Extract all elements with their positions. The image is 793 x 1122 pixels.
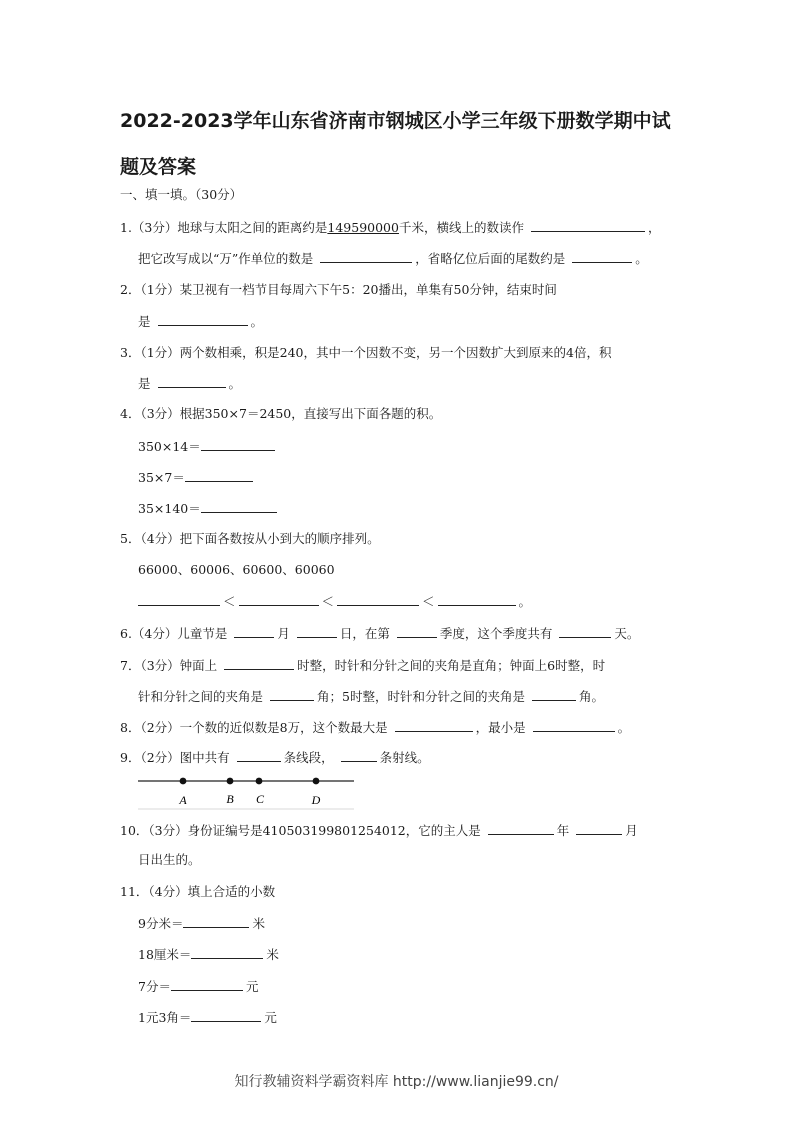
q11-item-2-text: 18厘米＝ xyxy=(138,947,192,962)
q3-text-b: 是 xyxy=(138,376,151,391)
less-than-sign: ＜ xyxy=(223,594,236,609)
q11-item-3-unit: 元 xyxy=(245,979,259,994)
q9-answer-blank-1[interactable] xyxy=(237,748,281,762)
question-11-prompt: 11．（4分）填上合适的小数 xyxy=(120,884,276,899)
q1-text-c: ， xyxy=(647,220,661,235)
q10-text-c: 月 xyxy=(625,823,638,838)
q10-text-b: 年 xyxy=(556,823,570,838)
q1-distance-number: 149590000 xyxy=(327,220,399,235)
q3-answer-blank[interactable] xyxy=(158,374,226,388)
question-10-line-2: 日出生的。 xyxy=(138,852,201,867)
question-7-line-1 xyxy=(120,656,605,675)
q8-answer-blank-2[interactable] xyxy=(533,718,615,732)
label-b: B xyxy=(226,792,234,806)
q4-item-2 xyxy=(138,468,256,487)
question-2-line-2 xyxy=(138,312,263,331)
q6-text-a: 6.（4分）儿童节是 xyxy=(120,626,228,641)
question-8 xyxy=(120,718,630,737)
q11-item-3-text: 7分＝ xyxy=(138,979,171,994)
less-than-sign: ＜ xyxy=(321,594,335,609)
q6-answer-blank-3[interactable] xyxy=(397,624,437,638)
question-9 xyxy=(120,748,430,767)
q10-answer-blank-1[interactable] xyxy=(488,821,554,835)
q9-text-a: 9．（2分）图中共有 xyxy=(120,750,230,765)
q11-item-1-text: 9分米＝ xyxy=(138,916,184,931)
question-4-prompt: 4．（3分）根据350×7＝2450，直接写出下面各题的积。 xyxy=(120,406,442,421)
q11-answer-blank-2[interactable] xyxy=(191,945,263,959)
footer-watermark: 知行教辅资料学霸资料库 http://www.lianjie99.cn/ xyxy=(234,1074,559,1090)
q6-text-c: 日，在第 xyxy=(339,626,390,641)
q5-answer-blank-2[interactable] xyxy=(239,592,319,606)
question-3-line-1: 3．（1分）两个数相乘，积是240，其中一个因数不变，另一个因数扩大到原来的4倍，积 xyxy=(120,345,612,360)
point-a xyxy=(180,778,187,785)
q1-text-a: 1.（3分）地球与太阳之间的距离约是 xyxy=(120,220,328,235)
q2-text-c: 。 xyxy=(250,314,264,329)
q5-ordering-row xyxy=(138,592,531,611)
q4-item-3-text: 35×140＝ xyxy=(138,501,201,516)
less-than-sign: ＜ xyxy=(422,594,435,609)
question-3-line-2 xyxy=(138,374,241,393)
q4-answer-blank-2[interactable] xyxy=(185,468,253,482)
q8-text-b: ，最小是 xyxy=(475,720,526,735)
q6-answer-blank-2[interactable] xyxy=(297,624,337,638)
label-c: C xyxy=(255,792,265,806)
q7-text-b: 时整，时针和分针之间的夹角是直角；钟面上6时整，时 xyxy=(297,658,606,673)
q1-answer-blank-2[interactable] xyxy=(320,249,412,263)
q8-answer-blank-1[interactable] xyxy=(395,718,473,732)
q11-item-3 xyxy=(138,977,258,996)
q1-text-d: 把它改写成以“万”作单位的数是 xyxy=(138,251,314,266)
q1-text-f: 。 xyxy=(635,251,648,266)
q9-text-c: 条射线。 xyxy=(379,750,430,765)
q11-item-4 xyxy=(138,1008,277,1027)
label-a: A xyxy=(179,793,187,807)
q11-item-2 xyxy=(138,945,279,964)
q4-answer-blank-1[interactable] xyxy=(201,437,275,451)
q7-answer-blank-1[interactable] xyxy=(224,656,294,670)
q7-text-d: 角；5时整，时针和分针之间的夹角是 xyxy=(317,689,525,704)
point-d xyxy=(313,778,320,785)
q9-text-b: 条线段， xyxy=(283,750,334,765)
q10-answer-blank-2[interactable] xyxy=(576,821,622,835)
q4-item-1-text: 350×14＝ xyxy=(138,439,201,454)
q3-text-c: 。 xyxy=(228,376,242,391)
q11-item-1-unit: 米 xyxy=(252,916,265,931)
page-title: 2022-2023学年山东省济南市钢城区小学三年级下册数学期中试题及答案 xyxy=(120,110,671,178)
q11-item-4-unit: 元 xyxy=(264,1010,277,1025)
q5-answer-blank-4[interactable] xyxy=(438,592,516,606)
q5-answer-blank-1[interactable] xyxy=(138,592,220,606)
question-6 xyxy=(120,624,639,643)
q6-text-d: 季度，这个季度共有 xyxy=(439,626,553,641)
q6-answer-blank-4[interactable] xyxy=(559,624,611,638)
q7-text-c: 针和分针之间的夹角是 xyxy=(138,689,264,704)
section-heading: 一、填一填。（30分） xyxy=(120,187,243,202)
q8-text-a: 8．（2分）一个数的近似数是8万，这个数最大是 xyxy=(120,720,388,735)
q1-answer-blank-3[interactable] xyxy=(572,249,632,263)
question-2-line-1: 2．（1分）某卫视有一档节目每周六下午5：20播出，单集有50分钟，结束时间 xyxy=(120,282,557,297)
q11-answer-blank-4[interactable] xyxy=(191,1008,261,1022)
point-c xyxy=(256,778,263,785)
q11-item-2-unit: 米 xyxy=(266,947,279,962)
q1-text-e: ，省略亿位后面的尾数约是 xyxy=(415,251,566,266)
question-5-prompt: 5．（4分）把下面各数按从小到大的顺序排列。 xyxy=(120,531,380,546)
q1-text-b: 千米，横线上的数读作 xyxy=(398,220,524,235)
q4-item-1 xyxy=(138,437,278,456)
q8-text-c: 。 xyxy=(617,720,631,735)
q4-item-2-text: 35×7＝ xyxy=(138,470,185,485)
q5-period: 。 xyxy=(518,594,532,609)
q4-item-3 xyxy=(138,499,280,518)
question-1-line-2 xyxy=(138,249,648,268)
q7-text-a: 7．（3分）钟面上 xyxy=(120,658,218,673)
q5-numbers: 66000、60006、60600、60060 xyxy=(138,562,335,577)
q11-answer-blank-1[interactable] xyxy=(183,914,249,928)
q6-text-b: 月 xyxy=(277,626,290,641)
q1-answer-blank-1[interactable] xyxy=(531,218,645,232)
label-d: D xyxy=(311,793,321,807)
question-10-line-1 xyxy=(120,821,638,840)
q6-answer-blank-1[interactable] xyxy=(234,624,274,638)
question-7-line-2 xyxy=(138,687,604,706)
q11-answer-blank-3[interactable] xyxy=(171,977,243,991)
q7-text-e: 角。 xyxy=(578,689,604,704)
q9-answer-blank-2[interactable] xyxy=(341,748,377,762)
q10-text-a: 10．（3分）身份证编号是410503199801254012，它的主人是 xyxy=(120,823,481,838)
q2-answer-blank[interactable] xyxy=(158,312,248,326)
q5-answer-blank-3[interactable] xyxy=(337,592,419,606)
q7-answer-blank-3[interactable] xyxy=(532,687,576,701)
q2-text-b: 是 xyxy=(138,314,151,329)
q6-text-e: 天。 xyxy=(614,626,640,641)
q7-answer-blank-2[interactable] xyxy=(270,687,314,701)
q11-item-1 xyxy=(138,914,265,933)
q11-item-4-text: 1元3角＝ xyxy=(138,1010,192,1025)
point-b xyxy=(227,778,234,785)
q4-answer-blank-3[interactable] xyxy=(201,499,277,513)
line-segment-figure xyxy=(136,770,356,810)
question-1-line-1 xyxy=(120,218,660,237)
